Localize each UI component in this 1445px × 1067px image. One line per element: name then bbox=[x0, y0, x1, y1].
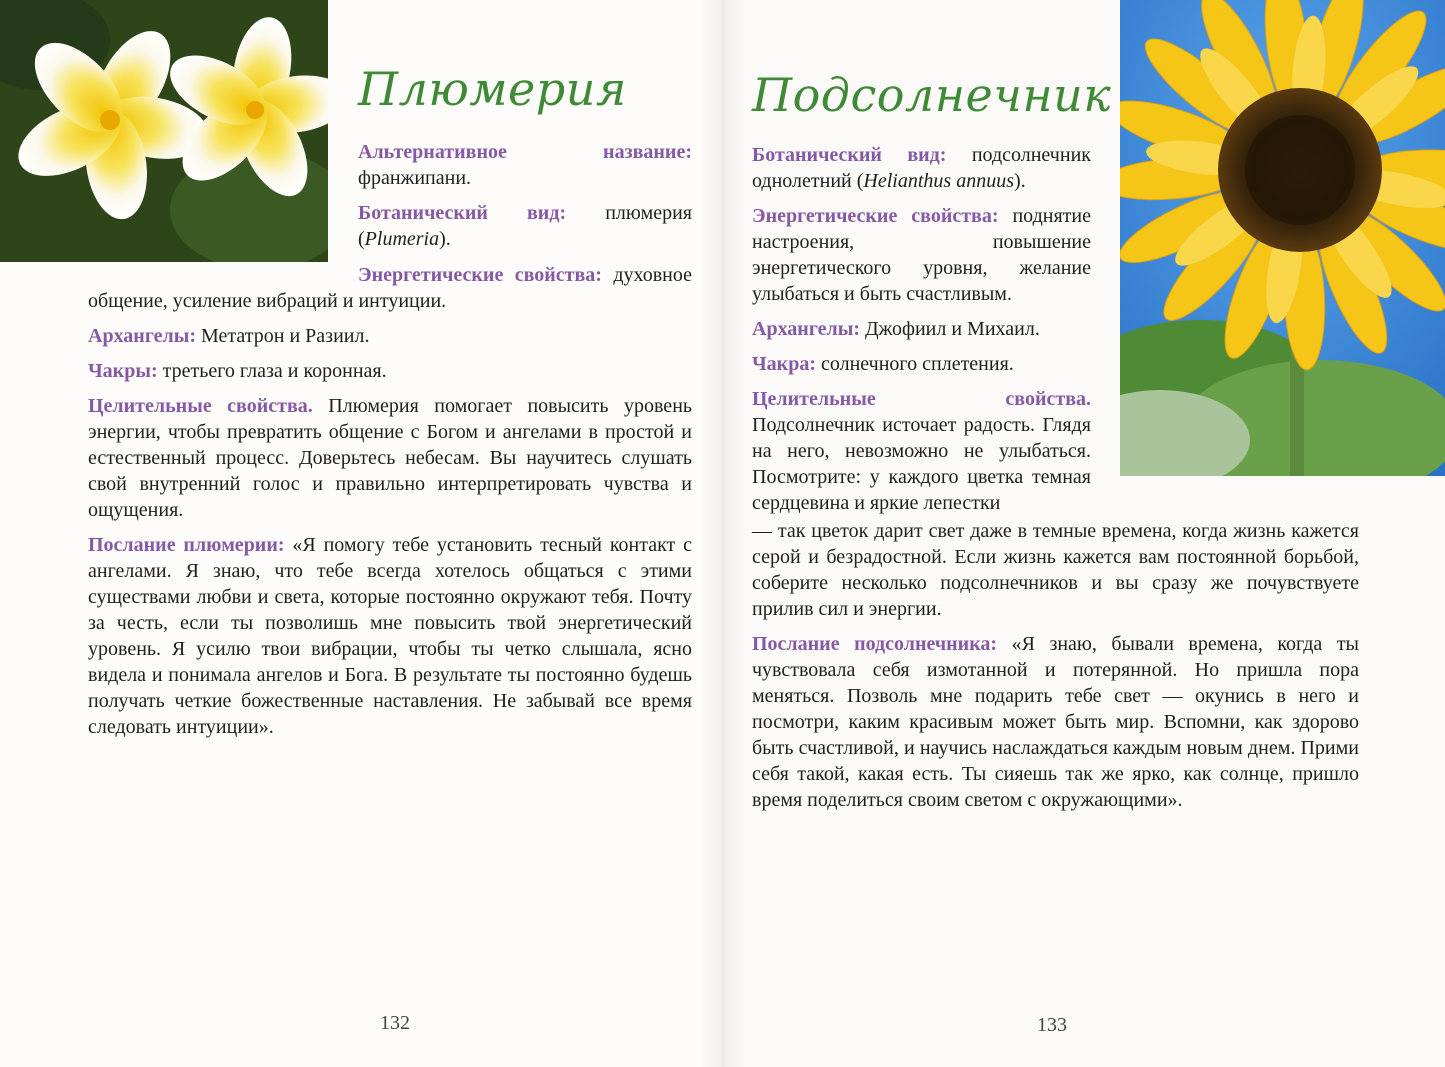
sun-archangels-label: Архангелы: bbox=[752, 318, 861, 340]
botanical-label: Ботанический вид: bbox=[358, 202, 567, 224]
chakras-label: Чакры: bbox=[88, 360, 158, 382]
sun-healing-text-a: Подсолнечник источает радость. Глядя на него, невозможно не улыбаться. Посмотрите: у каждого цветка темная сердцевина и яркие лепестки bbox=[752, 414, 1091, 514]
plumeria-alt-name bbox=[358, 139, 692, 191]
plumeria-flowers-icon bbox=[0, 0, 328, 262]
sun-chakra-label: Чакра: bbox=[752, 353, 816, 375]
sunflower-photo-icon bbox=[1120, 0, 1445, 476]
plumeria-upper-text bbox=[358, 139, 692, 261]
book-gutter bbox=[700, 0, 746, 1067]
sunflower-title: Подсолнечник bbox=[752, 68, 1112, 122]
message-label: Послание плюмерии: bbox=[88, 534, 285, 556]
energy-text: духовное общение, усиление вибраций и интуиции. bbox=[88, 264, 692, 312]
sun-botanical-text: подсолнечник однолетний bbox=[752, 144, 1091, 192]
sunflower-main-text bbox=[752, 518, 1359, 822]
sunflower-archangels bbox=[752, 316, 1091, 342]
sun-healing-label: Целительные свойства. bbox=[752, 388, 1091, 410]
page-number-left: 132 bbox=[380, 1012, 410, 1034]
sun-healing-text-b: — так цветок дарит свет даже в темные времена, когда жизнь кажется серой и безрадостной. Если жизнь кажется вам постоянной борьбой, соберите несколько подсолнечников и вы сразу же почувствуете прилив сил и энергии. bbox=[752, 520, 1359, 620]
plumeria-photo-icon bbox=[0, 0, 328, 262]
botanical-text: плюмерия bbox=[605, 202, 692, 224]
plumeria-healing bbox=[88, 393, 692, 523]
archangels-label: Архангелы: bbox=[88, 325, 197, 347]
plumeria-energy bbox=[88, 262, 692, 314]
plumeria-chakras bbox=[88, 358, 692, 384]
sun-archangels-text: Джофиил и Михаил. bbox=[865, 318, 1040, 340]
sunflower-chakra bbox=[752, 351, 1091, 377]
healing-text: Плюмерия помогает повысить уровень энергии, чтобы превратить общение с Богом и ангелами в простой и естественный процесс. Доверьтесь небесам. Вы научитесь слушать свой внутренний голос и правильно интерпретировать чувства и ощущения. bbox=[88, 395, 693, 521]
sun-message-text: «Я знаю, бывали времена, когда ты чувствовала себя измотанной и потерянной. Но пришла пора меняться. Позволь мне подарить тебе свет — окунись в него и посмотри, каким красивым может быть мир. Вспомни, как здорово быть счастливой, и научись наслаждаться каждым новым днем. Прими себя такой, какая есть. Ты сияешь так же ярко, как солнце, пришло время поделиться своим светом с окружающими». bbox=[752, 633, 1359, 811]
sun-botanical-latin: Helianthus annuus bbox=[863, 170, 1014, 192]
sun-botanical-label: Ботанический вид: bbox=[752, 144, 947, 166]
sunflower-energy bbox=[752, 203, 1091, 307]
chakras-text: третьего глаза и коронная. bbox=[162, 360, 387, 382]
plumeria-message bbox=[88, 532, 692, 740]
healing-label: Целительные свойства. bbox=[88, 395, 313, 417]
message-text: «Я помогу тебе установить тесный контакт с ангелами. Я знаю, что тебе всегда хотелось общаться с этими существами любви и света, которые постоянно окружают тебя. Почту за честь, если ты позволишь мне повысить твой энергетический уровень. Я усилю твои вибрации, чтобы ты четко слышала, ясно видела и понимала ангелов и Бога. В результате ты постоянно будешь получать четкие божественные наставления. Не забывай все время следовать интуиции». bbox=[88, 534, 693, 738]
page-number-right: 133 bbox=[1037, 1014, 1067, 1036]
plumeria-botanical: Ботанический вид: плюмерия (Plumeria). bbox=[358, 202, 692, 250]
sunflower-healing-a bbox=[752, 386, 1091, 516]
sun-energy-text: поднятие настроения, повышение энергетического уровня, желание улыбаться и быть счастливым. bbox=[752, 205, 1091, 305]
sunflower-upper-text bbox=[752, 142, 1091, 516]
sunflower-icon bbox=[1120, 0, 1445, 476]
botanical-latin: Plumeria bbox=[364, 228, 440, 250]
sun-chakra-text: солнечного сплетения. bbox=[820, 353, 1014, 375]
alt-name-label: Альтернативное название: bbox=[358, 141, 692, 163]
plumeria-title: Плюмерия bbox=[358, 62, 627, 116]
alt-name-text: франжипани. bbox=[358, 167, 472, 189]
sunflower-healing-b bbox=[752, 518, 1359, 622]
sun-message-label: Послание подсолнечника: bbox=[752, 633, 998, 655]
sunflower-botanical: Ботанический вид: подсолнечник однолетний (Helianthus annuus). bbox=[752, 144, 1091, 192]
plumeria-archangels bbox=[88, 323, 692, 349]
energy-label: Энергетические свойства: bbox=[358, 264, 602, 286]
sunflower-message bbox=[752, 631, 1359, 813]
plumeria-main-text bbox=[88, 262, 692, 749]
archangels-text: Метатрон и Разиил. bbox=[201, 325, 370, 347]
sun-energy-label: Энергетические свойства: bbox=[752, 205, 999, 227]
